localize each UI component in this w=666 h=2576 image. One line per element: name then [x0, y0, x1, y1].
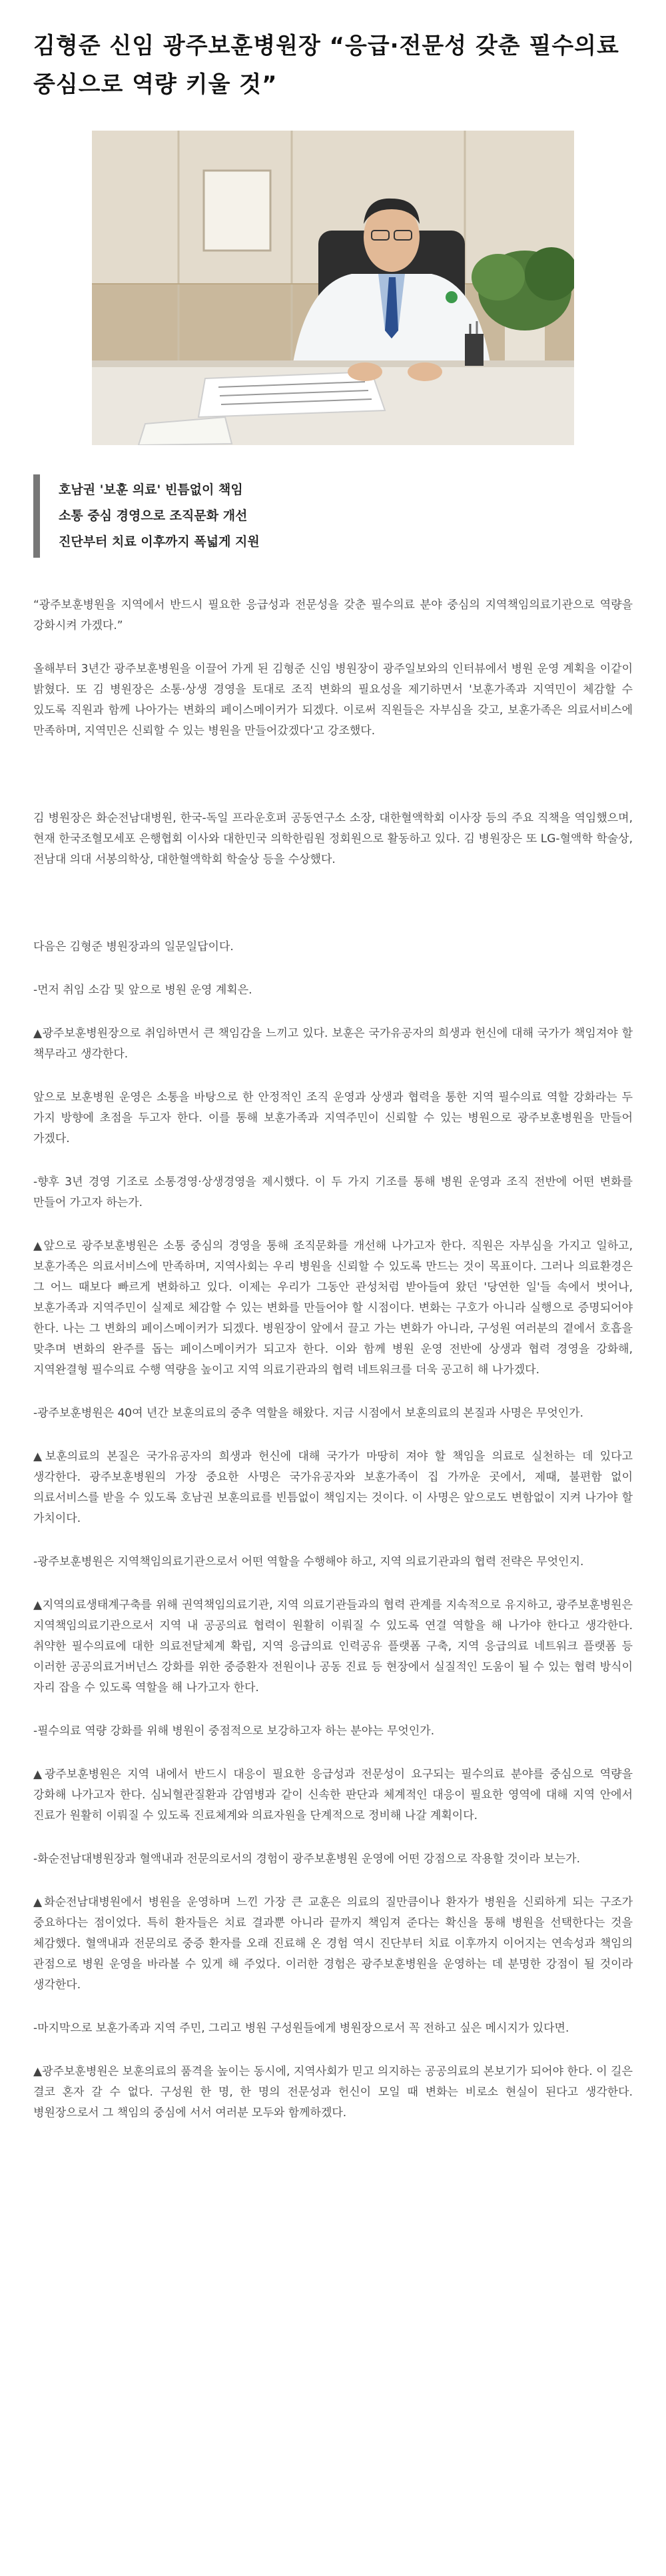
- subhead: 소통 중심 경영으로 조직문화 개선: [59, 508, 248, 523]
- subhead: 호남권 '보훈 의료' 빈틈없이 책임: [59, 482, 243, 497]
- question: -먼저 취임 소감 및 앞으로 병원 운영 계획은.: [33, 983, 252, 997]
- subhead: 진단부터 치료 이후까지 폭넓게 지원: [59, 534, 260, 549]
- question: -광주보훈병원은 40여 년간 보훈의료의 중추 역할을 해왔다. 지금 시점에서 보훈의료의 본질과 사명은 무엇인가.: [33, 1407, 583, 1420]
- photo-director-at-desk: [92, 131, 574, 445]
- paragraph: 다음은 김형준 병원장과의 일문일답이다.: [33, 940, 234, 954]
- article: [33, 27, 633, 2124]
- subheads: [33, 474, 633, 558]
- question: -화순전남대병원장과 혈액내과 전문의로서의 경험이 광주보훈병원 운영에 어떤 강점으로 작용할 것이라 보는가.: [33, 1852, 580, 1866]
- question: -필수의료 역량 강화를 위해 병원이 중점적으로 보강하고자 하는 분야는 무엇인가.: [33, 1724, 435, 1738]
- answer: ▲광주보훈병원장으로 취임하면서 큰 책임감을 느끼고 있다. 보훈은 국가유공자의 희생과 헌신에 대해 국가가 책임져야 할 책무라고 생각한다.: [33, 1027, 633, 1061]
- answer: ▲보훈의료의 본질은 국가유공자의 희생과 헌신에 대해 국가가 마땅히 져야 할 책임을 의료로 실천하는 데 있다고 생각한다. 광주보훈병원의 가장 중요한 사명은 국가유공자와 보훈가족이 집 가까운 곳에서, 제때, 불편함 없이 의료서비스를 받을 수 있도록 호남권 보훈의료를 빈틈없이 책임지는 것이다. 이 사명은 앞으로도 변함없이 지켜 나가야 할 가치이다.: [33, 1450, 633, 1525]
- paragraph: 김 병원장은 화순전남대병원, 한국-독일 프라운호퍼 공동연구소 소장, 대한혈액학회 이사장 등의 주요 직책을 역임했으며, 현재 한국조혈모세포 은행협회 이사와 대한민국 의학한림원 정회원으로 활동하고 있다. 김 병원장은 또 LG-혈액학 학술상, 전남대 의대 서봉의학상, 대한혈액학회 학술상 등을 수상했다.: [33, 812, 633, 866]
- question: -마지막으로 보훈가족과 지역 주민, 그리고 병원 구성원들에게 병원장으로서 꼭 전하고 싶은 메시지가 있다면.: [33, 2022, 569, 2035]
- question: -광주보훈병원은 지역책임의료기관으로서 어떤 역할을 수행해야 하고, 지역 의료기관과의 협력 전략은 무엇인지.: [33, 1555, 584, 1569]
- article-body: [33, 595, 633, 2124]
- answer: ▲광주보훈병원은 지역 내에서 반드시 대응이 필요한 응급성과 전문성이 요구되는 필수의료 분야를 중심으로 역량을 강화해 나가고자 한다. 심뇌혈관질환과 감염병과 같이 신속한 판단과 체계적인 대응이 필요한 영역에 대해 지역 안에서 진료가 원활히 이뤄질 수 있도록 진료체계와 의료자원을 단계적으로 정비해 나갈 계획이다.: [33, 1768, 633, 1822]
- answer: ▲지역의료생태계구축를 위해 권역책임의료기관, 지역 의료기관들과의 협력 관계를 지속적으로 유지하고, 광주보훈병원은 지역책임의료기관으로서 지역 내 공공의료 협력이 원활히 이뤄질 수 있도록 연결 역할을 해 나가야 한다고 생각한다. 취약한 필수의료에 대한 의료전달체계 확립, 지역 응급의료 인력공유 플랫폼 구축, 지역 응급의료 네트워크 플랫폼 등 이러한 공공의료거버넌스 강화를 위한 중증환자 전원이나 공동 진료 등 현장에서 실질적인 도움이 될 수 있는 협력 방식이 자리 잡을 수 있도록 역할을 해 나가고자 한다.: [33, 1599, 633, 1694]
- answer: ▲광주보훈병원은 보훈의료의 품격을 높이는 동시에, 지역사회가 믿고 의지하는 공공의료의 본보기가 되어야 한다. 이 길은 결코 혼자 갈 수 없다. 구성원 한 명, 한 명의 전문성과 헌신이 모일 때 변화는 비로소 현실이 된다고 생각한다. 병원장으로서 그 책임의 중심에 서서 여러분 모두와 함께하겠다.: [33, 2065, 633, 2120]
- answer: ▲화순전남대병원에서 병원을 운영하며 느낀 가장 큰 교훈은 의료의 질만큼이나 환자가 병원을 신뢰하게 되는 구조가 중요하다는 점이었다. 특히 환자들은 치료 결과뿐 아니라 끝까지 책임져 준다는 확신을 통해 병원을 선택한다는 것을 체감했다. 혈액내과 전문의로 중증 환자를 오래 진료해 온 경험 역시 진단부터 치료 이후까지 이어지는 연속성과 책임의 관점으로 병원 운영을 바라볼 수 있게 해 주었다. 이러한 경험은 광주보훈병원을 운영하는 데 분명한 강점이 될 것이라 생각한다.: [33, 1896, 633, 1992]
- photo-illustration: [92, 131, 574, 445]
- answer: ▲앞으로 광주보훈병원은 소통 중심의 경영을 통해 조직문화를 개선해 나가고자 한다. 직원은 자부심을 가지고 일하고, 보훈가족은 의료서비스에 만족하며, 지역사회는 우리 병원을 신뢰할 수 있도록 만드는 것이 목표이다. 그러나 의료환경은 그 어느 때보다 빠르게 변화하고 있다. 이제는 우리가 그동안 관성처럼 받아들여 왔던 '당연한 일'들 속에서 벗어나, 보훈가족과 지역주민이 실제로 체감할 수 있는 변화를 만들어야 할 시점이다. 변화는 구호가 아니라 실행으로 증명되어야 한다. 나는 그 변화의 페이스메이커가 되겠다. 병원장이 앞에서 끌고 가는 변화가 아니라, 구성원 여러분의 곁에서 호흡을 맞추며 변화의 완주를 돕는 페이스메이커가 되고자 한다. 이와 함께 병원 운영 전반에 상생과 협력 경영을 강화해, 지역완결형 필수의료 수행 역량을 높이고 지역 의료기관과의 협력 네트워크를 더욱 공고히 해 나가겠다.: [33, 1239, 633, 1377]
- headline: 김형준 신임 광주보훈병원장 “응급·전문성 갖춘 필수의료 중심으로 역량 키울 것”: [33, 33, 619, 98]
- answer: 앞으로 보훈병원 운영은 소통을 바탕으로 한 안정적인 조직 운영과 상생과 협력을 통한 지역 필수의료 역할 강화라는 두 가지 방향에 초점을 두고자 한다. 이를 통해 보훈가족과 지역주민이 신뢰할 수 있는 병원으로 광주보훈병원을 만들어 가겠다.: [33, 1091, 633, 1145]
- paragraph: “광주보훈병원을 지역에서 반드시 필요한 응급성과 전문성을 갖춘 필수의료 분야 중심의 지역책임의료기관으로 역량을 강화시켜 가겠다.”: [33, 598, 633, 632]
- paragraph: 올해부터 3년간 광주보훈병원을 이끌어 가게 된 김형준 신임 병원장이 광주일보와의 인터뷰에서 병원 운영 계획을 이같이 밝혔다. 또 김 병원장은 소통·상생 경영을 토대로 조직 변화의 필요성을 제기하면서 '보훈가족과 지역민이 체감할 수 있도록 직원과 함께 나아가는 변화의 페이스메이커가 되겠다. 이로써 직원들은 자부심을 갖고, 보훈가족은 의료서비스에 만족하며, 지역민은 신뢰할 수 있는 병원을 만들어갔겠다'고 강조했다.: [33, 662, 633, 738]
- question: -향후 3년 경영 기조로 소통경영·상생경영을 제시했다. 이 두 가지 기조를 통해 병원 운영과 조직 전반에 어떤 변화를 만들어 가고자 하는가.: [33, 1175, 633, 1209]
